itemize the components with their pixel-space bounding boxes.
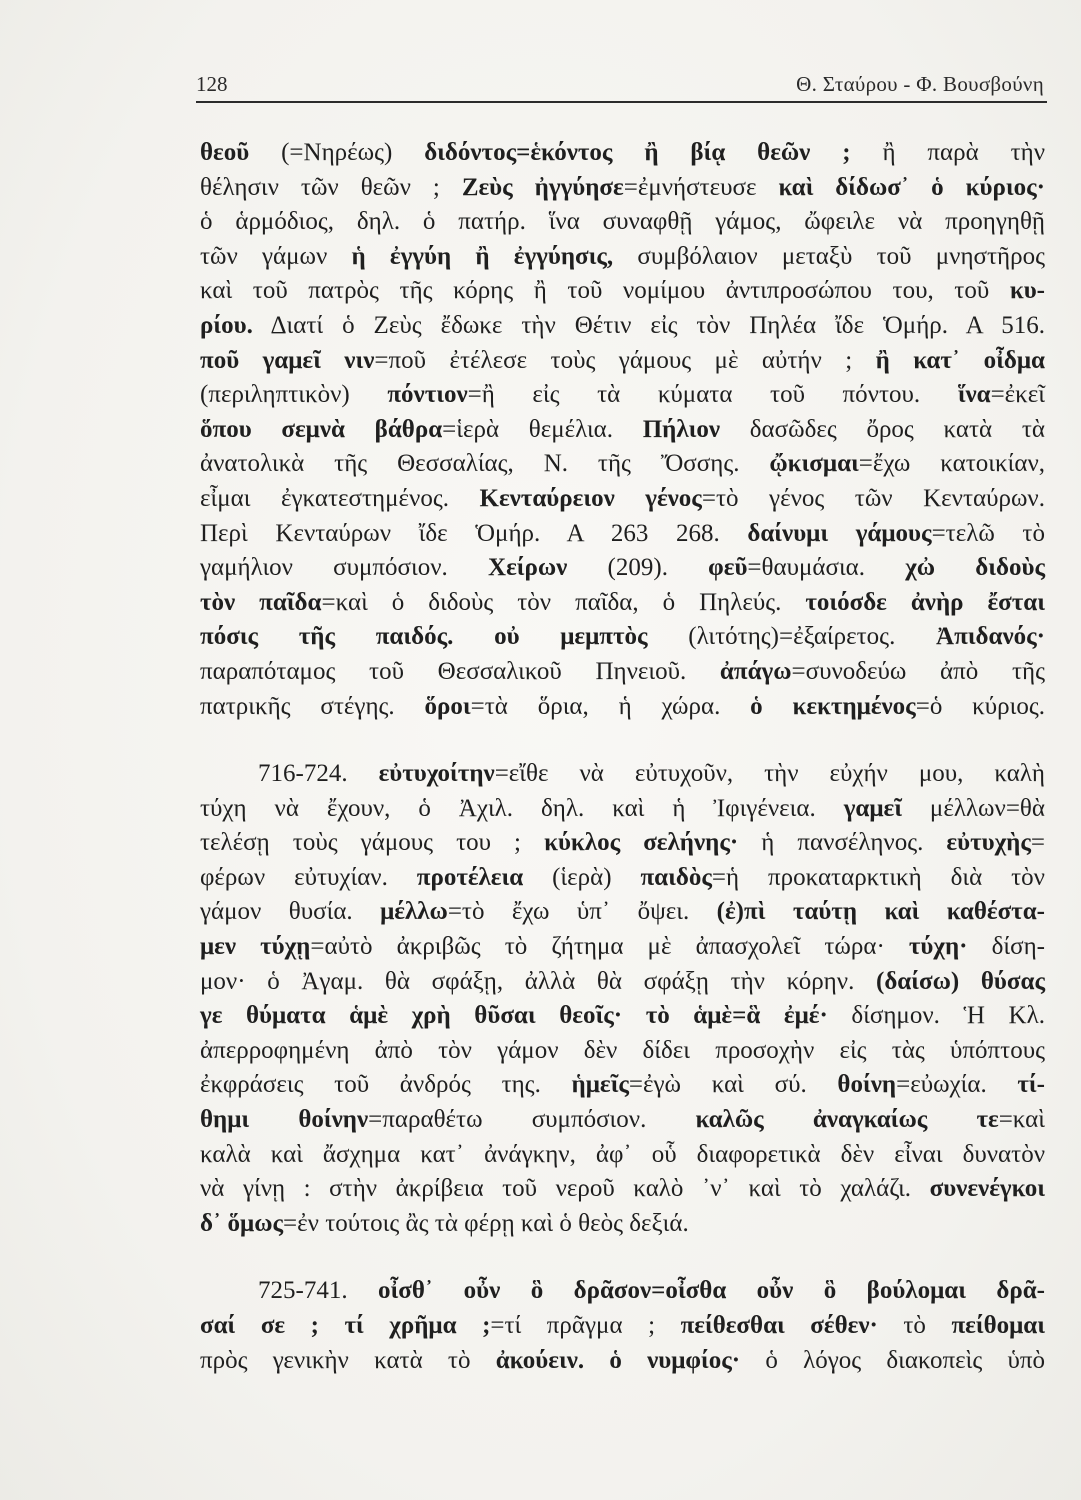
gloss-text: =ἱερὰ θεμέλια.: [442, 415, 643, 443]
lemma-term: πόσις τῆς παιδός. οὐ μεμπτὸς: [200, 623, 648, 651]
header-rule: [196, 101, 1047, 103]
text-line: [200, 1344, 1045, 1379]
gloss-text: δασῶδες ὄρος κατὰ τὰ: [720, 415, 1045, 443]
text-line: [200, 757, 1045, 792]
lemma-term: σαί σε ; τί χρῆμα ;: [200, 1312, 491, 1339]
text-line: [200, 861, 1045, 896]
text-line: [200, 551, 1045, 586]
gloss-text: τὸ: [877, 1312, 952, 1339]
lemma-term: (ἐ)πὶ ταύτῃ καὶ καθέστα-: [716, 898, 1045, 926]
text-line: [200, 1138, 1045, 1173]
commentary-text: [200, 136, 1045, 1378]
text-line: [200, 999, 1045, 1034]
gloss-text: Περὶ Κενταύρων ἴδε Ὁμήρ. Α 263 268.: [200, 519, 748, 547]
lemma-term: πόντιον: [387, 381, 468, 409]
gloss-text: =θαυμάσια.: [747, 554, 906, 582]
gloss-text: =: [1030, 829, 1045, 857]
text-line: [200, 413, 1045, 448]
gloss-text: =τελῶ τὸ: [931, 519, 1045, 547]
lemma-term: εὐτυχὴς: [946, 829, 1031, 857]
gloss-text: =ὁ κύριος.: [915, 692, 1045, 720]
lemma-term: τύχη·: [908, 933, 968, 961]
gloss-text: =ἡ προκαταρκτικὴ διὰ τὸν: [711, 863, 1045, 891]
page-number: 128: [196, 72, 228, 96]
lemma-term: διδόντος=ἑκόντος ἢ βίᾳ θεῶν ;: [424, 139, 851, 166]
gloss-text: ἢ παρὰ τὴν: [850, 139, 1045, 166]
gloss-text: πρὸς γενικὴν κατὰ τὸ: [200, 1346, 496, 1374]
text-line: [200, 517, 1045, 552]
text-line: [200, 620, 1045, 655]
text-line: [200, 826, 1045, 861]
lemma-term: κυ-: [1009, 277, 1045, 305]
lemma-term: ἵνα: [957, 381, 991, 409]
lemma-term: Χείρων: [488, 554, 568, 582]
lemma-term: ποῦ γαμεῖ νιν: [200, 346, 375, 374]
gloss-text: =εἴθε νὰ εὐτυχοῦν, τὴν εὐχήν μου, καλὴ: [494, 760, 1046, 788]
text-line: [200, 690, 1045, 725]
lemma-term: ἡμεῖς: [571, 1071, 629, 1099]
lemma-term: δ᾽ ὅμως: [200, 1209, 284, 1237]
text-line: [200, 378, 1045, 413]
gloss-text: =ἐμνήστευσε: [623, 173, 779, 201]
lemma-term: ἢ κατ᾽ οἶδμα: [875, 346, 1046, 374]
lemma-term: πείθεσθαι σέθεν·: [680, 1312, 878, 1339]
gloss-text: =τί πρᾶγμα ;: [490, 1312, 681, 1339]
lemma-term: ὁ κεκτημένος: [750, 692, 916, 720]
running-head: [196, 70, 1044, 98]
lemma-term: γε θύματα ἁμὲ χρὴ θῦσαι θεοῖς· τὸ ἁμὲ=ἃ ἐμέ·: [200, 1002, 828, 1030]
lemma-term: (δαίσω) θύσας: [876, 967, 1046, 995]
text-line: [200, 240, 1045, 275]
text-line: [200, 1034, 1045, 1069]
running-head-authors: Θ. Σταύρου - Φ. Βουσβούνη: [796, 72, 1044, 96]
text-line: [200, 1103, 1045, 1138]
lemma-term: ἡ ἐγγύη ἢ ἐγγύησις,: [351, 242, 614, 270]
lemma-term: μέλλω: [380, 898, 448, 926]
lemma-term: ἀκούειν. ὁ νυμφίος·: [495, 1346, 741, 1374]
gloss-text: =ἢ εἰς τὰ κύματα τοῦ πόντου.: [467, 381, 958, 409]
gloss-text: ὁ ἁρμόδιος, δηλ. ὁ πατήρ. ἵνα συναφθῇ γάμος, ὤφειλε νὰ προηγηθῇ: [200, 208, 1045, 236]
text-line: [200, 171, 1045, 206]
text-line: [200, 586, 1045, 621]
verse-range: 716-724.: [258, 760, 379, 788]
lemma-term: θημι θοίνην: [200, 1106, 369, 1134]
lemma-term: καλῶς ἀναγκαίως τε: [695, 1106, 999, 1134]
gloss-text: =ἐγὼ καὶ σύ.: [628, 1071, 838, 1099]
commentary-paragraph: [200, 136, 1045, 724]
gloss-text: (=Νηρέως): [249, 139, 425, 166]
gloss-text: καὶ τοῦ πατρὸς τῆς κόρης ἢ τοῦ νομίμου ἀντιπροσώπου του, τοῦ: [200, 277, 1010, 305]
lemma-term: χὠ διδοὺς: [905, 554, 1045, 582]
gloss-text: ἀνατολικὰ τῆς Θεσσαλίας, Ν. τῆς Ὄσσης.: [200, 450, 770, 478]
commentary-paragraph: [200, 757, 1045, 1241]
gloss-text: =καὶ ὁ διδοὺς τὸν παῖδα, ὁ Πηλεύς.: [321, 588, 806, 616]
gloss-text: ἀπερροφημένη ἀπὸ τὸν γάμον δὲν δίδει προσοχὴν εἰς τὰς ὑπόπτους: [200, 1036, 1045, 1064]
lemma-term: φεῦ: [708, 554, 748, 582]
gloss-text: δίσημον. Ἡ Κλ.: [827, 1002, 1045, 1030]
gloss-text: μον· ὁ Ἀγαμ. θὰ σφάξῃ, ἀλλὰ θὰ σφάξῃ τὴν κόρην.: [200, 967, 876, 995]
gloss-text: ἐκφράσεις τοῦ ἀνδρός της.: [200, 1071, 572, 1099]
gloss-text: φέρων εὐτυχίαν.: [200, 863, 417, 891]
text-line: [200, 482, 1045, 517]
text-line: [200, 205, 1045, 240]
gloss-text: Διατί ὁ Ζεὺς ἔδωκε τὴν Θέτιν εἰς τὸν Πηλέα ἴδε Ὁμήρ. Α 516.: [252, 311, 1045, 339]
lemma-term: γαμεῖ: [843, 794, 902, 822]
gloss-text: τύχη νὰ ἔχουν, ὁ Ἀχιλ. δηλ. καὶ ἡ Ἰφιγένεια.: [200, 794, 844, 822]
gloss-text: =εὐωχία.: [896, 1071, 1018, 1099]
gloss-text: ὁ λόγος διακοπεὶς ὑπὸ: [740, 1346, 1046, 1374]
gloss-text: =αὐτὸ ἀκριβῶς τὸ ζήτημα μὲ ἀπασχολεῖ τώρα·: [310, 933, 909, 961]
gloss-text: =συνοδεύω ἀπὸ τῆς: [791, 657, 1045, 685]
gloss-text: =παραθέτω συμπόσιον.: [368, 1106, 696, 1134]
gloss-text: γάμον θυσία.: [200, 898, 381, 926]
text-line: [200, 1207, 1045, 1242]
gloss-text: =ἔχω κατοικίαν,: [858, 450, 1046, 478]
text-line: [200, 895, 1045, 930]
gloss-text: παραπόταμος τοῦ Θεσσαλικοῦ Πηνειοῦ.: [200, 657, 720, 685]
text-line: [200, 1309, 1045, 1344]
lemma-term: τί-: [1017, 1071, 1046, 1099]
gloss-text: =ποῦ ἐτέλεσε τοὺς γάμους μὲ αὐτήν ;: [374, 346, 876, 374]
gloss-text: (περιληπτικὸν): [200, 381, 388, 409]
gloss-text: =τὸ γένος τῶν Κενταύρων.: [701, 484, 1045, 512]
gloss-text: =καὶ: [998, 1106, 1045, 1134]
gloss-text: νὰ γίνῃ : στὴν ἀκρίβεια τοῦ νεροῦ καλὸ ᾽ν᾽ καὶ τὸ χαλάζι.: [200, 1175, 930, 1203]
lemma-term: παιδὸς: [640, 863, 712, 891]
lemma-term: κύκλος σελήνης·: [544, 829, 739, 857]
lemma-term: συνενέγκοι: [929, 1175, 1045, 1203]
lemma-term: ρίου.: [200, 311, 253, 339]
gloss-text: ἡ πανσέληνος.: [738, 829, 947, 857]
text-line: [200, 136, 1045, 171]
gloss-text: =τὰ ὅρια, ἡ χώρα.: [470, 692, 751, 720]
lemma-term: τὸν παῖδα: [200, 588, 322, 616]
gloss-text: γαμήλιον συμπόσιον.: [200, 554, 489, 582]
text-line: [200, 792, 1045, 827]
lemma-term: προτέλεια: [416, 863, 524, 891]
gloss-text: θέλησιν τῶν θεῶν ;: [200, 173, 462, 201]
lemma-term: πείθομαι: [951, 1312, 1045, 1339]
gloss-text: συμβόλαιον μεταξὺ τοῦ μνηστῆρος: [613, 242, 1045, 270]
gloss-text: =ἐκεῖ: [990, 381, 1045, 409]
gloss-text: =τὸ ἔχω ὑπ᾽ ὄψει.: [447, 898, 717, 926]
text-line: [200, 930, 1045, 965]
text-line: [200, 1274, 1045, 1309]
gloss-text: (ἱερὰ): [523, 863, 641, 891]
lemma-term: ὅροι: [424, 692, 471, 720]
lemma-term: δαίνυμι γάμους: [747, 519, 932, 547]
lemma-term: Ἀπιδανός·: [936, 623, 1045, 651]
text-line: [200, 447, 1045, 482]
lemma-term: Κενταύρειον γένος: [479, 484, 702, 512]
text-line: [200, 1172, 1045, 1207]
gloss-text: μέλλων=θὰ: [901, 794, 1045, 822]
text-line: [200, 1068, 1045, 1103]
lemma-term: καὶ δίδωσ᾽ ὁ κύριος·: [778, 173, 1045, 201]
gloss-text: τῶν γάμων: [200, 242, 352, 270]
lemma-term: θεοῦ: [200, 139, 250, 166]
gloss-text: καλὰ καὶ ἄσχημα κατ᾽ ἀνάγκην, ἀφ᾽ οὗ διαφορετικὰ δὲν εἶναι δυνατὸν: [200, 1140, 1045, 1168]
lemma-term: μεν τύχῃ: [200, 933, 311, 961]
text-line: [200, 655, 1045, 690]
gloss-text: =ἐν τούτοις ἂς τὰ φέρῃ καὶ ὁ θεὸς δεξιά.: [283, 1209, 689, 1237]
lemma-term: οἶσθ᾽ οὖν ὃ δρᾶσον=οἶσθα οὖν ὃ βούλομαι δρᾶ-: [378, 1277, 1045, 1305]
lemma-term: ἀπάγω: [719, 657, 792, 685]
lemma-term: ᾤκισμαι: [769, 450, 859, 478]
lemma-term: τοιόσδε ἀνὴρ ἔσται: [805, 588, 1045, 616]
gloss-text: πατρικῆς στέγης.: [200, 692, 425, 720]
lemma-term: Ζεὺς ἠγγύησε: [461, 173, 624, 201]
lemma-term: ὅπου σεμνὰ βάθρα: [200, 415, 443, 443]
lemma-term: θοίνη: [837, 1071, 897, 1099]
gloss-text: τελέσῃ τοὺς γάμους του ;: [200, 829, 545, 857]
gloss-text: (λιτότης)=ἐξαίρετος.: [647, 623, 937, 651]
commentary-paragraph: [200, 1274, 1045, 1378]
text-line: [200, 965, 1045, 1000]
text-line: [200, 274, 1045, 309]
text-line: [200, 344, 1045, 379]
lemma-term: Πήλιον: [642, 415, 721, 443]
text-line: [200, 309, 1045, 344]
gloss-text: δίση-: [967, 933, 1045, 961]
gloss-text: εἶμαι ἐγκατεστημένος.: [200, 484, 480, 512]
lemma-term: εὐτυχοίτην: [378, 760, 495, 788]
gloss-text: (209).: [567, 554, 709, 582]
verse-range: 725-741.: [258, 1277, 378, 1305]
